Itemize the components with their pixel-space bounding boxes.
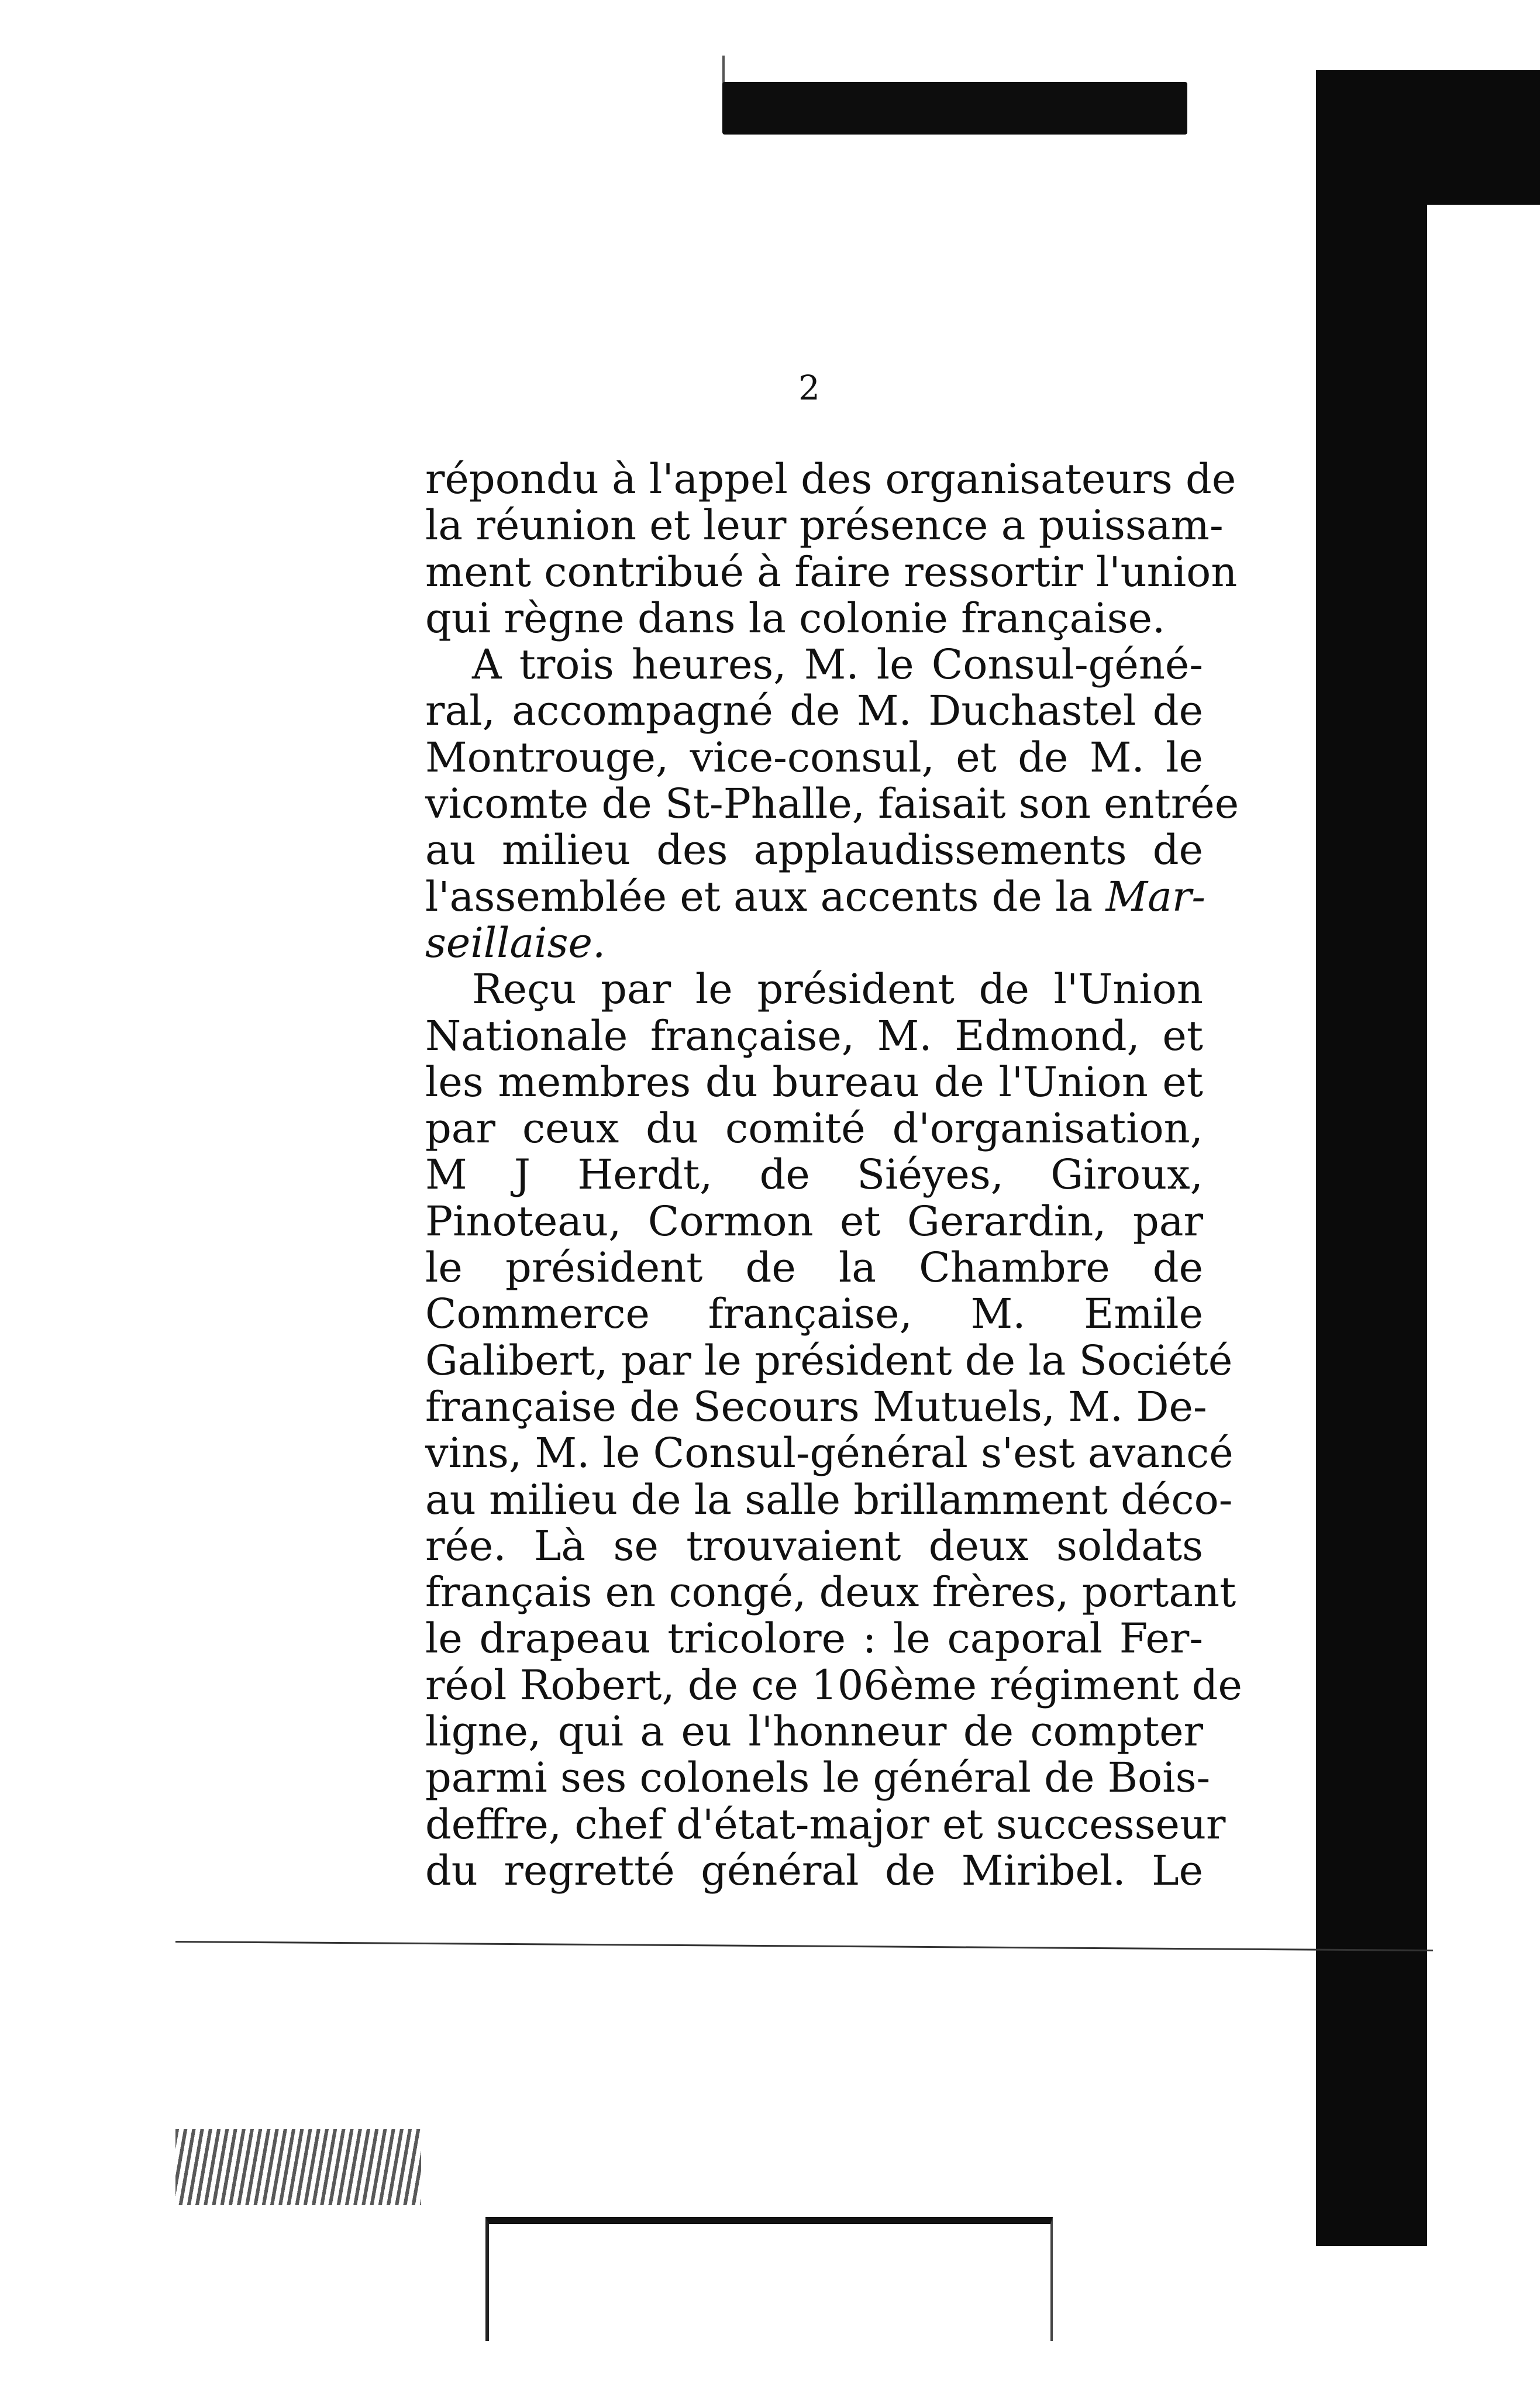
text-line: deffre, chef d'état-major et successeur xyxy=(425,1800,1226,1848)
text-line: Commerce française, M. Emile xyxy=(425,1290,1203,1338)
text-line-with-italic xyxy=(425,872,1206,921)
text-line: parmi ses colonels le général de Bois- xyxy=(425,1754,1211,1802)
body-text xyxy=(425,455,1242,1895)
text-line: vicomte de St-Phalle, faisait son entrée xyxy=(425,780,1239,828)
text-line: Reçu par le président de l'Union xyxy=(472,965,1203,1014)
text-line: vins, M. le Consul-général s'est avancé xyxy=(425,1429,1234,1478)
text-line: française de Secours Mutuels, M. De- xyxy=(425,1382,1207,1431)
text-line: M J Herdt, de Siéyes, Giroux, xyxy=(425,1151,1203,1199)
text-line: du regretté général de Miribel. Le xyxy=(425,1846,1203,1895)
text-line: la réunion et leur présence a puissam- xyxy=(425,501,1224,550)
text-line: Nationale française, M. Edmond, et xyxy=(425,1011,1203,1060)
scan-artifact-bar xyxy=(722,82,1187,135)
text-line: le président de la Chambre de xyxy=(425,1244,1203,1292)
text-line: Galibert, par le président de la Société xyxy=(425,1336,1233,1385)
text-line: les membres du bureau de l'Union et xyxy=(425,1058,1203,1106)
text-line: ment contribué à faire ressortir l'union xyxy=(425,548,1238,596)
text-line: au milieu des applaudissements de xyxy=(425,826,1203,874)
italic-line: seillaise. xyxy=(425,918,606,967)
text-line: français en congé, deux frères, portant xyxy=(425,1568,1236,1617)
scan-artifact-fold-line xyxy=(175,1941,1433,1951)
text-line: ligne, qui a eu l'honneur de compter xyxy=(425,1707,1203,1756)
scan-artifact-smudge xyxy=(175,2129,421,2205)
text-line: au milieu de la salle brillamment déco- xyxy=(425,1475,1233,1524)
text-line: qui règne dans la colonie française. xyxy=(425,594,1166,642)
text-line: répondu à l'appel des organisateurs de xyxy=(425,455,1236,503)
text-line: Pinoteau, Cormon et Gerardin, par xyxy=(425,1197,1203,1245)
italic-word: Mar- xyxy=(1105,872,1206,921)
text-fragment: l'assemblée et aux accents de la xyxy=(425,872,1093,921)
text-line: par ceux du comité d'organisation, xyxy=(425,1104,1203,1153)
scan-artifact-box xyxy=(485,2217,1053,2341)
text-line: réol Robert, de ce 106ème régiment de xyxy=(425,1661,1242,1709)
text-line: Montrouge, vice-consul, et de M. le xyxy=(425,733,1203,781)
text-line: A trois heures, M. le Consul-géné- xyxy=(472,641,1203,689)
text-line: ral, accompagné de M. Duchastel de xyxy=(425,687,1203,735)
text-line: rée. Là se trouvaient deux soldats xyxy=(425,1521,1203,1570)
text-line: le drapeau tricolore : le caporal Fer- xyxy=(425,1614,1203,1663)
scan-artifact-edge xyxy=(1316,70,1427,2246)
page-number: 2 xyxy=(798,368,820,408)
